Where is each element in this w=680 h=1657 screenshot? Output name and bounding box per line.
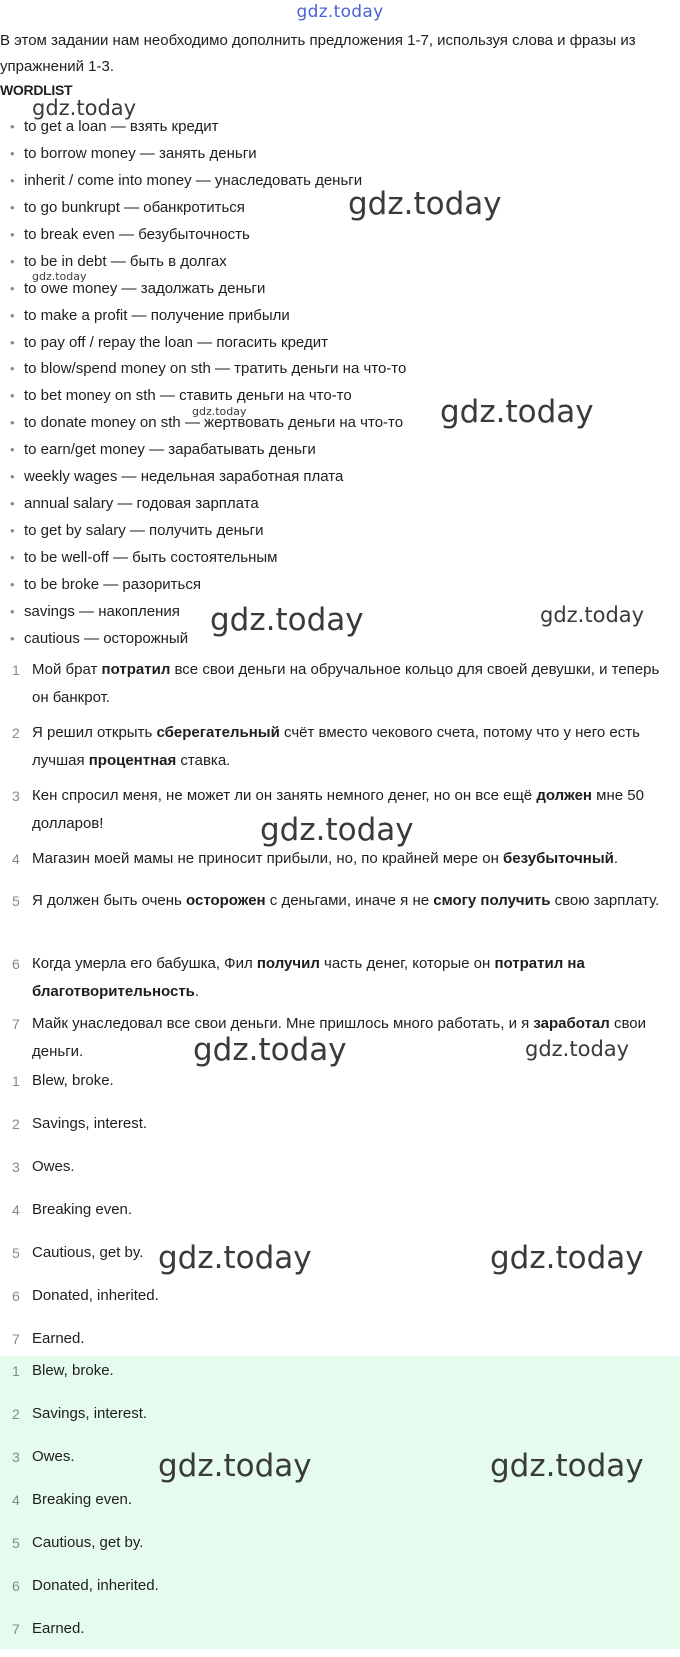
bullet-icon: • bbox=[10, 469, 15, 485]
list-item: • to borrow money — занять деньги bbox=[0, 141, 406, 168]
bullet-icon: • bbox=[10, 172, 15, 188]
bullet-icon: • bbox=[10, 630, 15, 646]
list-item: • to get a loan — взять кредит bbox=[0, 114, 406, 141]
watermark: gdz.today bbox=[440, 394, 594, 430]
list-item: • to make a profit — получение прибыли bbox=[0, 303, 406, 330]
translation-item: 6 Когда умерла его бабушка, Фил получил часть денег, которые он потратил на благотворительность. bbox=[12, 955, 585, 1000]
watermark: gdz.today bbox=[525, 1037, 630, 1061]
bullet-icon: • bbox=[10, 334, 15, 350]
watermark: gdz.today bbox=[260, 812, 414, 848]
answer-item: 3 Owes. bbox=[12, 1158, 75, 1175]
list-item: • weekly wages — недельная заработная плата bbox=[0, 464, 406, 491]
translation-item: 3 Кен спросил меня, не может ли он занять немного денег, но он все ещё должен мне 50 долларов! bbox=[12, 787, 644, 832]
wordlist bbox=[0, 114, 406, 653]
site-logo[interactable]: gdz.today bbox=[296, 2, 384, 22]
bullet-icon: • bbox=[10, 388, 15, 404]
list-item: • savings — накопления bbox=[0, 599, 406, 626]
answer-item: 1 Blew, broke. bbox=[12, 1362, 114, 1379]
answer-item: 7 Earned. bbox=[12, 1330, 85, 1347]
bullet-icon: • bbox=[10, 145, 15, 161]
bullet-icon: • bbox=[10, 226, 15, 242]
answer-item: 2 Savings, interest. bbox=[12, 1115, 148, 1132]
list-item: • to be well-off — быть состоятельным bbox=[0, 545, 406, 572]
bullet-icon: • bbox=[10, 307, 15, 323]
list-item: • to earn/get money — зарабатывать деньги bbox=[0, 437, 406, 464]
list-item: • to get by salary — получить деньги bbox=[0, 518, 406, 545]
translation-item: 4 Магазин моей мамы не приносит прибыли, но, по крайней мере он безубыточный. bbox=[12, 850, 619, 867]
list-item: • to be in debt — быть в долгах bbox=[0, 249, 406, 276]
bullet-icon: • bbox=[10, 253, 15, 269]
watermark: gdz.today bbox=[490, 1448, 644, 1484]
bullet-icon: • bbox=[10, 550, 15, 565]
list-item: • annual salary — годовая зарплата bbox=[0, 491, 406, 518]
list-item: • to owe money — задолжать деньги bbox=[0, 276, 406, 303]
list-item: • to donate money on sth — жертвовать деньги на что-то bbox=[0, 410, 406, 437]
translation-item: 1 Мой брат потратил все свои деньги на обручальное кольцо для своей девушки, и теперь он банкрот. bbox=[12, 661, 660, 706]
answer-item: 4 Breaking even. bbox=[12, 1491, 133, 1508]
list-item: • inherit / come into money — унаследовать деньги bbox=[0, 168, 406, 195]
list-item: • to blow/spend money on sth — тратить деньги на что-то bbox=[0, 356, 406, 383]
watermark: gdz.today bbox=[158, 1240, 312, 1276]
bullet-icon: • bbox=[10, 119, 15, 134]
translation-item: 7 Майк унаследовал все свои деньги. Мне пришлось много работать, и я заработал свои деньги. bbox=[12, 1015, 646, 1060]
watermark: gdz.today bbox=[540, 603, 645, 627]
answer-list bbox=[0, 1066, 680, 1367]
answer-item: 1 Blew, broke. bbox=[12, 1072, 114, 1089]
bullet-icon: • bbox=[10, 361, 15, 377]
watermark: gdz.today bbox=[193, 1032, 347, 1068]
watermark: gdz.today bbox=[32, 270, 87, 283]
list-item: • to pay off / repay the loan — погасить кредит bbox=[0, 330, 406, 357]
task-intro: В этом задании нам необходимо дополнить предложения 1-7, используя слова и фразы из упражнений 1-3. bbox=[0, 32, 636, 75]
bullet-icon: • bbox=[10, 603, 15, 619]
bullet-icon: • bbox=[10, 280, 15, 296]
translation-item: 5 Я должен быть очень осторожен с деньгами, иначе я не смогу получить свою зарплату. bbox=[12, 892, 660, 909]
answer-list-highlighted bbox=[0, 1356, 680, 1649]
answer-item: 7 Earned. bbox=[12, 1620, 85, 1637]
answer-item: 2 Savings, interest. bbox=[12, 1405, 148, 1422]
list-item: • to go bunkrupt — обанкротиться bbox=[0, 195, 406, 222]
bullet-icon: • bbox=[10, 415, 15, 431]
bullet-icon: • bbox=[10, 523, 15, 539]
watermark: gdz.today bbox=[32, 96, 137, 120]
answer-item: 4 Breaking even. bbox=[12, 1201, 133, 1218]
answer-item: 6 Donated, inherited. bbox=[12, 1577, 159, 1594]
answer-item: 3 Owes. bbox=[12, 1448, 75, 1465]
watermark: gdz.today bbox=[210, 602, 364, 638]
watermark: gdz.today bbox=[348, 186, 502, 222]
bullet-icon: • bbox=[10, 576, 15, 592]
list-item: • cautious — осторожный bbox=[0, 626, 406, 653]
list-item: • to bet money on sth — ставить деньги на что-то bbox=[0, 383, 406, 410]
bullet-icon: • bbox=[10, 442, 15, 458]
watermark: gdz.today bbox=[192, 405, 247, 418]
answer-item: 5 Cautious, get by. bbox=[12, 1244, 144, 1261]
list-item: • to break even — безубыточность bbox=[0, 222, 406, 249]
answer-item: 5 Cautious, get by. bbox=[12, 1534, 144, 1551]
watermark: gdz.today bbox=[158, 1448, 312, 1484]
list-item: • to be broke — разориться bbox=[0, 572, 406, 599]
translation-list bbox=[0, 656, 660, 1070]
site-header bbox=[0, 2, 680, 22]
translation-item: 2 Я решил открыть сберегательный счёт вместо чекового счета, потому что у него есть лучшая процентная ставка. bbox=[12, 724, 640, 769]
bullet-icon: • bbox=[10, 496, 15, 512]
watermark: gdz.today bbox=[490, 1240, 644, 1276]
bullet-icon: • bbox=[10, 199, 15, 215]
answer-item: 6 Donated, inherited. bbox=[12, 1287, 159, 1304]
wordlist-title: WORDLIST bbox=[0, 82, 73, 98]
